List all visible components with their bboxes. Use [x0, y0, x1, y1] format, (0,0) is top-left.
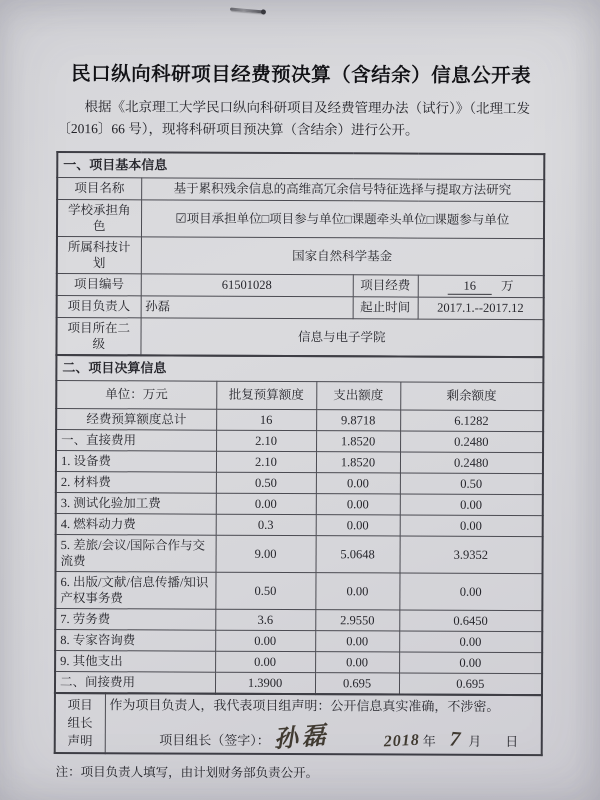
plan-row — [57, 236, 544, 275]
budget-row — [55, 571, 542, 610]
budget-cell-value: 0.2480 — [400, 431, 543, 453]
budget-row-label: 3. 测试化验加工费 — [56, 492, 216, 514]
column-header-unit: 单位：万元 — [56, 380, 216, 409]
budget-row — [56, 450, 543, 473]
leader-value: 孙磊 — [141, 296, 353, 319]
number-budget-row — [57, 273, 544, 297]
column-header-remaining: 剩余额度 — [400, 382, 543, 411]
budget-cell-value: 9.8718 — [316, 409, 400, 430]
budget-cell-value: 5.0648 — [316, 535, 400, 572]
budget-cell-value: 0.00 — [400, 515, 543, 537]
role-label: 学校承担角色 — [57, 199, 141, 236]
section1-header: 一、项目基本信息 — [57, 152, 544, 180]
period-value: 2017.1.--2017.12 — [418, 297, 544, 320]
budget-cell-value: 0.00 — [399, 652, 542, 674]
declaration-statement: 作为项目负责人，我代表项目组声明：公开信息真实准确，不涉密。 — [109, 696, 500, 714]
declaration-row — [55, 693, 542, 755]
footnote: 注：项目负责人填写，由计划财务部负责公开。 — [55, 764, 319, 780]
declaration-cell — [105, 693, 542, 755]
budget-row — [55, 629, 542, 652]
budget-row — [56, 471, 543, 494]
intro-paragraph: 根据《北京理工大学民口纵向科研项目及经费管理办法（试行）》（北理工发〔2016〕66 号），现将科研项目预决算（含结余）进行公开。 — [57, 99, 531, 138]
form-content — [54, 0, 546, 782]
role-checkbox-options: ☑项目承担单位□项目参与单位□课题牵头单位□课题参与单位 — [141, 200, 544, 239]
column-header-approved: 批复预算额度 — [216, 381, 316, 409]
budget-cell-value: 9.00 — [216, 535, 316, 572]
signature-line — [109, 722, 537, 754]
project-name-value: 基于累积残余信息的高维高冗余信号特征选择与提取方法研究 — [141, 178, 544, 202]
budget-cell-value: 0.50 — [216, 472, 316, 493]
college-row — [56, 317, 543, 357]
year-handwriting: 2018 — [383, 731, 421, 751]
budget-row — [56, 534, 543, 573]
budget-cell-value: 6.1282 — [400, 410, 543, 432]
budget-cell-value: 0.50 — [215, 572, 315, 609]
budget-label: 项目经费 — [353, 275, 418, 297]
budget-row-label: 2. 材料费 — [56, 471, 216, 493]
basic-info-table — [55, 151, 545, 358]
role-row — [57, 199, 544, 238]
budget-row — [55, 650, 542, 673]
budget-row-label: 8. 专家咨询费 — [55, 629, 215, 651]
budget-cell-value: 1.8520 — [316, 430, 400, 451]
budget-cell-value: 3.6 — [215, 609, 315, 630]
page-title: 民口纵向科研项目经费预决算（含结余）信息公开表 — [71, 64, 532, 88]
month-handwriting: 7 — [448, 726, 462, 751]
day-label: 日 — [505, 733, 519, 749]
period-label: 起止时间 — [353, 297, 418, 319]
project-number-value: 61501028 — [141, 274, 353, 297]
budget-unit: 万 — [500, 278, 514, 293]
budget-row-label: 9. 其他支出 — [55, 650, 215, 672]
plan-label: 所属科技计划 — [57, 236, 141, 273]
budget-row-label: 二、间接费用 — [55, 671, 215, 693]
budget-table — [54, 354, 544, 696]
section2-header-row — [56, 355, 543, 383]
budget-cell-value: 16 — [216, 409, 316, 430]
budget-cell-value: 0.00 — [400, 494, 543, 516]
budget-cell-value: 0.00 — [316, 493, 400, 514]
budget-cell-value: 0.00 — [216, 493, 316, 514]
budget-row-label: 5. 差旅/会议/国际合作与交流费 — [56, 534, 216, 572]
year-label: 年 — [422, 733, 436, 749]
section1-header-row — [57, 152, 544, 180]
signature-handwriting: 孙磊 — [272, 722, 331, 754]
budget-cell-value: 0.00 — [316, 472, 400, 493]
budget-row-label: 1. 设备费 — [56, 450, 216, 472]
budget-row-label: 6. 出版/文献/信息传播/知识产权事务费 — [55, 571, 215, 609]
project-name-label: 项目名称 — [57, 177, 141, 199]
budget-cell-value: 2.10 — [216, 430, 316, 451]
budget-cell-value: 0.00 — [315, 651, 399, 672]
budget-cell-value: 0.00 — [399, 573, 542, 611]
budget-row — [56, 429, 543, 452]
project-name-row — [57, 177, 544, 201]
budget-cell-value: 1.8520 — [316, 451, 400, 472]
budget-cell-value: 0.695 — [399, 673, 542, 695]
budget-table-rows — [55, 408, 543, 695]
budget-row-label: 一、直接费用 — [56, 429, 216, 451]
budget-cell-value: 0.00 — [399, 631, 542, 653]
budget-cell-value: 2.9550 — [315, 609, 399, 630]
budget-cell-value: 0.00 — [315, 630, 399, 651]
budget-cell-value: 0.695 — [315, 672, 399, 694]
budget-row-label: 7. 劳务费 — [55, 608, 215, 630]
declaration-table — [54, 692, 543, 756]
project-number-label: 项目编号 — [57, 273, 141, 295]
budget-row-label: 经费预算额度总计 — [56, 408, 216, 430]
budget-cell-value: 0.50 — [400, 473, 543, 495]
leader-label: 项目负责人 — [57, 295, 141, 317]
budget-cell-value: 3.9352 — [400, 536, 543, 574]
budget-column-header-row — [56, 380, 543, 410]
side-label-line: 声明 — [67, 733, 93, 748]
college-label: 项目所在二级 — [56, 317, 140, 355]
budget-cell-value: 0.6450 — [399, 610, 542, 632]
section2-header: 二、项目决算信息 — [56, 355, 543, 383]
budget-cell-value: 1.3900 — [215, 672, 315, 694]
budget-cell-value: 0.3 — [216, 514, 316, 535]
leader-period-row — [57, 295, 544, 319]
budget-row-label: 4. 燃料动力费 — [56, 513, 216, 535]
side-label-line: 项目 — [67, 697, 93, 712]
budget-cell-value: 0.00 — [315, 572, 399, 609]
budget-row — [56, 492, 543, 515]
budget-cell-value: 0.00 — [215, 651, 315, 672]
column-header-spent: 支出额度 — [316, 381, 400, 409]
budget-cell-value: 0.00 — [316, 514, 400, 535]
budget-value-cell — [418, 275, 544, 298]
budget-row — [55, 608, 542, 631]
declaration-side-label — [55, 693, 105, 753]
budget-cell-value: 0.00 — [215, 630, 315, 651]
side-label-line: 组长 — [67, 715, 93, 730]
month-label: 月 — [468, 733, 482, 749]
budget-amount: 16 — [447, 277, 492, 294]
college-value: 信息与电子学院 — [140, 318, 543, 357]
plan-value: 国家自然科学基金 — [141, 237, 544, 276]
budget-cell-value: 0.2480 — [400, 452, 543, 474]
budget-row — [56, 408, 543, 431]
budget-row — [56, 513, 543, 536]
sign-label: 项目组长（签字）： — [159, 732, 270, 748]
budget-cell-value: 2.10 — [216, 451, 316, 472]
